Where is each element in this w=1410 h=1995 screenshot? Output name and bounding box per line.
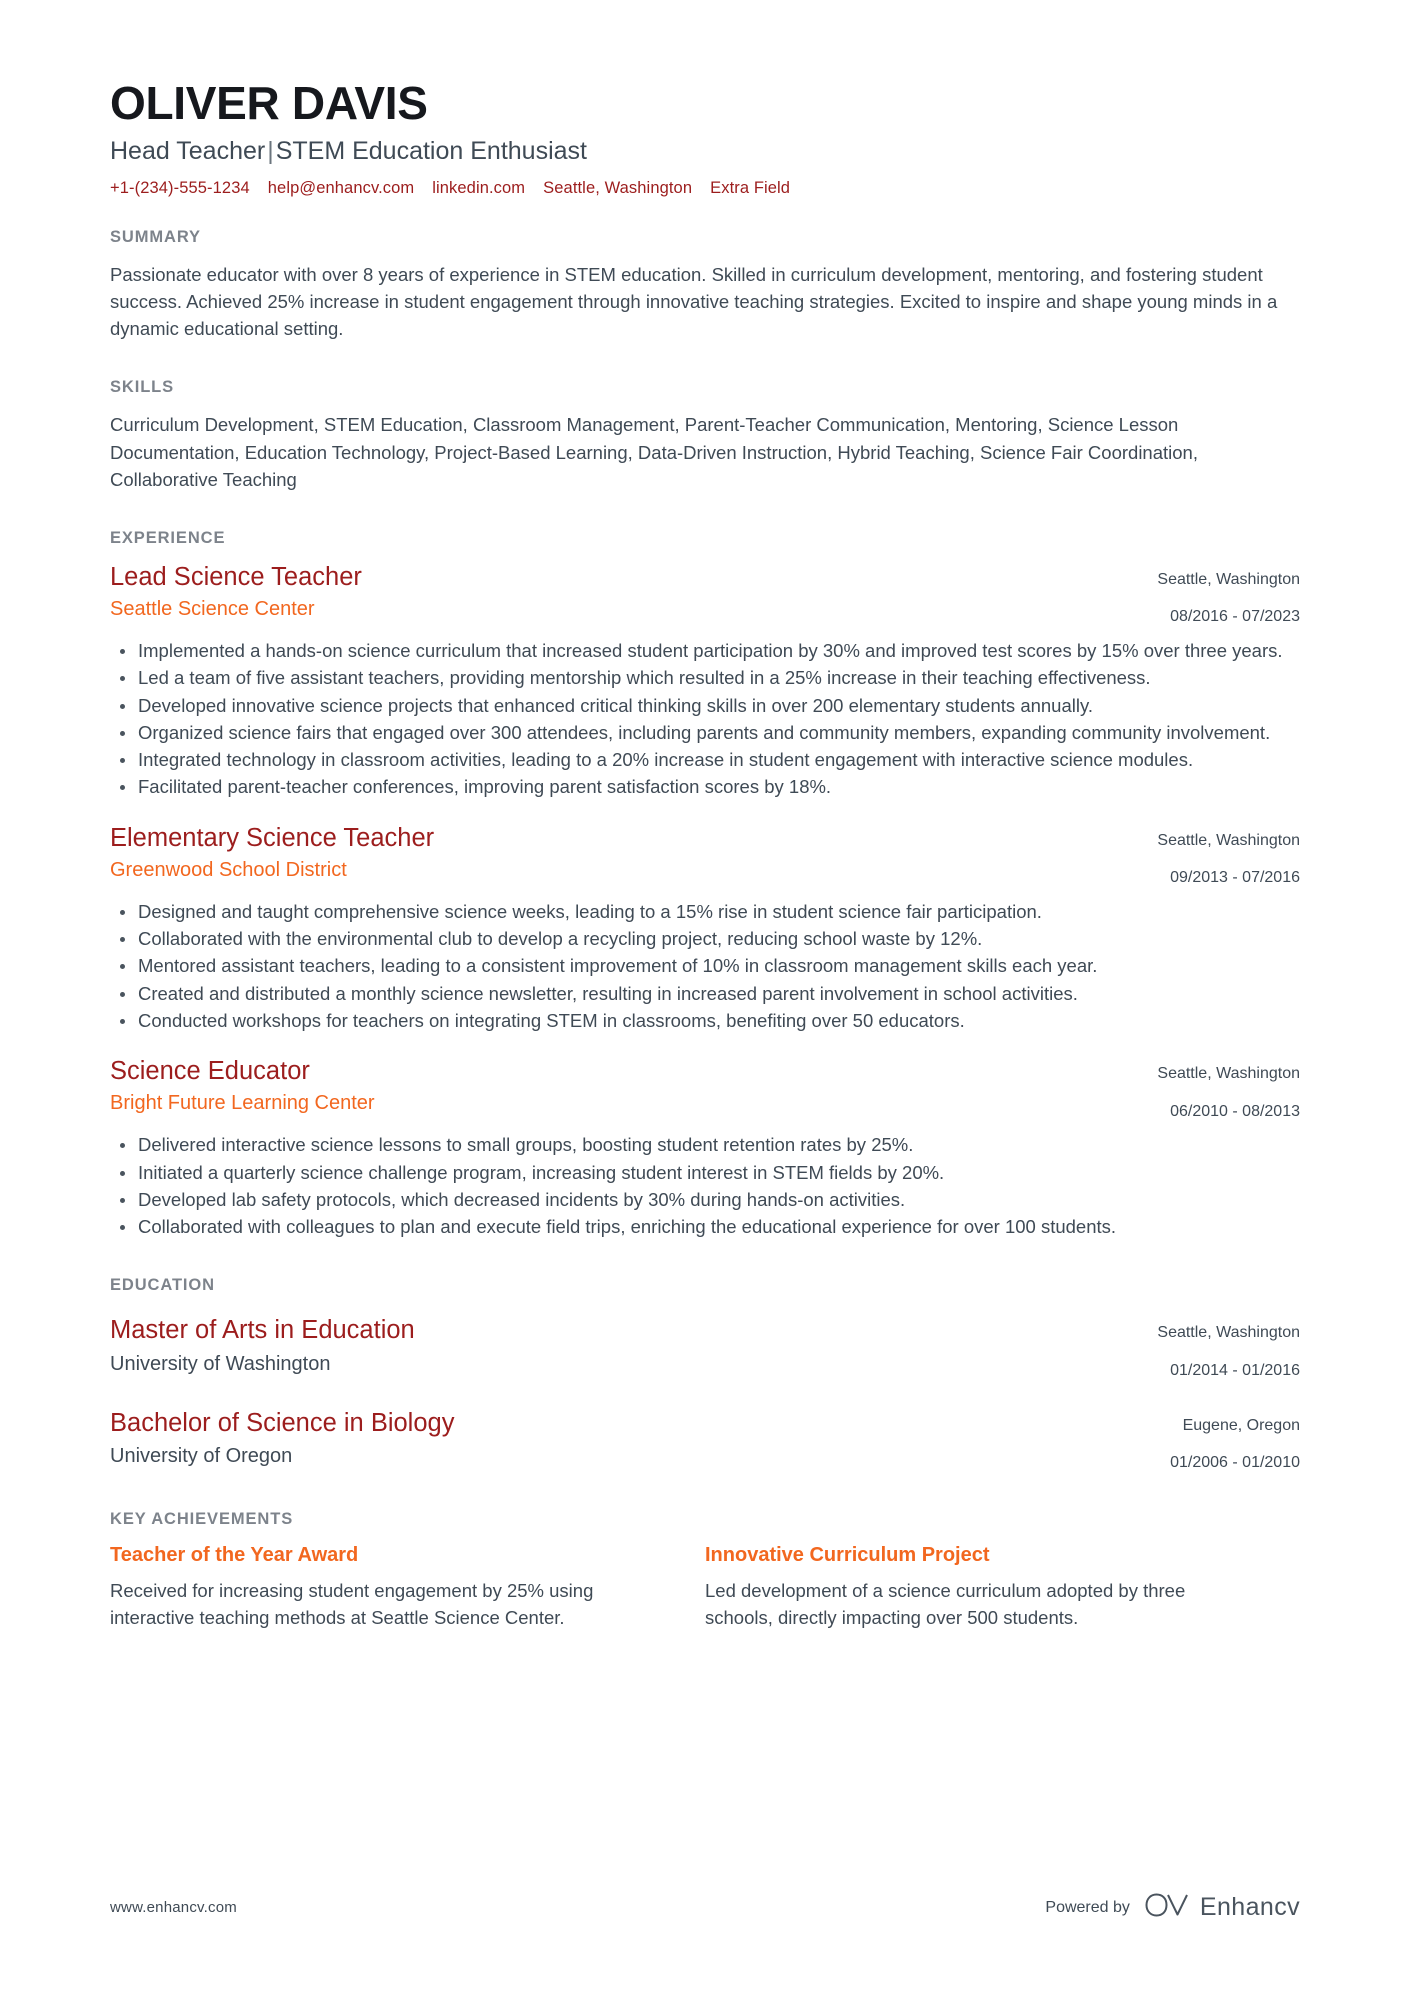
experience-meta (1120, 1056, 1300, 1122)
achievements-section (110, 1510, 1300, 1632)
experience-company: Seattle Science Center (110, 598, 315, 620)
experience-bullets (110, 1132, 1300, 1240)
bullet-item: Led a team of five assistant teachers, providing mentorship which resulted in a 25% increase in their teaching effectiveness. (136, 665, 1300, 691)
contact-location: Seattle, Washington (543, 178, 693, 197)
experience-section-title: EXPERIENCE (110, 528, 226, 547)
experience-meta (1120, 823, 1300, 889)
education-item (110, 1408, 1300, 1474)
bullet-item: Collaborated with colleagues to plan and execute field trips, enriching the educational experience for over 100 students. (136, 1214, 1300, 1240)
experience-item (110, 562, 1300, 801)
experience-bullets (110, 899, 1300, 1034)
education-location: Seattle, Washington (1157, 1324, 1300, 1342)
experience-dates: 08/2016 - 07/2023 (1170, 608, 1300, 626)
contact-email[interactable]: help@enhancv.com (267, 178, 415, 197)
bullet-item: Implemented a hands-on science curriculum that increased student participation by 30% and improved test scores by 15% over three years. (136, 638, 1300, 664)
achievement-description: Received for increasing student engagement by 25% using interactive teaching methods at Seattle Science Center. (110, 1579, 594, 1628)
candidate-headline (110, 136, 1300, 167)
enhancv-brand-name: Enhancv (1199, 1893, 1300, 1921)
bullet-item: Developed lab safety protocols, which decreased incidents by 30% during hands-on activities. (136, 1187, 1300, 1213)
education-section-title: EDUCATION (110, 1276, 215, 1295)
bullet-item: Developed innovative science projects that enhanced critical thinking skills in over 200 elementary students annually. (136, 693, 1300, 719)
education-item-heading (110, 1408, 1120, 1469)
experience-bullets (110, 638, 1300, 801)
education-item (110, 1315, 1300, 1381)
footer-branding (1045, 1892, 1300, 1923)
achievement-description: Led development of a science curriculum adopted by three schools, directly impacting over 500 students. (705, 1579, 1186, 1628)
education-dates: 01/2014 - 01/2016 (1170, 1362, 1300, 1380)
candidate-name: OLIVER DAVIS (110, 77, 428, 129)
education-meta (1120, 1315, 1300, 1381)
bullet-item: Created and distributed a monthly science newsletter, resulting in increased parent involvement in school activities. (136, 981, 1300, 1007)
experience-dates: 06/2010 - 08/2013 (1170, 1102, 1300, 1120)
enhancv-logo-icon (1144, 1892, 1190, 1923)
achievement-title: Innovative Curriculum Project (705, 1543, 990, 1566)
experience-company: Greenwood School District (110, 858, 347, 881)
powered-by-label: Powered by (1045, 1898, 1130, 1916)
headline-tagline: STEM Education Enthusiast (275, 136, 587, 165)
achievements-section-title: KEY ACHIEVEMENTS (110, 1509, 294, 1528)
education-dates: 01/2006 - 01/2010 (1170, 1454, 1300, 1472)
resume-header (110, 78, 1300, 198)
education-degree: Master of Arts in Education (110, 1316, 415, 1345)
bullet-item: Mentored assistant teachers, leading to a consistent improvement of 10% in classroom management skills each year. (136, 953, 1300, 979)
contact-extra-field: Extra Field (710, 178, 791, 197)
bullet-item: Facilitated parent-teacher conferences, improving parent satisfaction scores by 18%. (136, 774, 1300, 800)
contact-phone[interactable]: +1-(234)-555-1234 (110, 178, 250, 197)
bullet-item: Collaborated with the environmental club to develop a recycling project, reducing school waste by 12%. (136, 926, 1300, 952)
experience-role: Science Educator (110, 1057, 310, 1086)
experience-company: Bright Future Learning Center (110, 1092, 375, 1115)
education-section (110, 1276, 1300, 1473)
experience-role: Lead Science Teacher (110, 562, 362, 591)
contact-row (110, 179, 1300, 198)
experience-meta (1120, 562, 1300, 628)
achievements-grid (110, 1543, 1300, 1632)
footer-website-url[interactable]: www.enhancv.com (110, 1899, 237, 1916)
education-school: University of Washington (110, 1352, 331, 1375)
education-school: University of Oregon (110, 1444, 293, 1467)
achievement-item (110, 1543, 705, 1632)
bullet-item: Delivered interactive science lessons to small groups, boosting student retention rates by 25%. (136, 1132, 1300, 1158)
bullet-item: Designed and taught comprehensive science weeks, leading to a 15% rise in student science fair participation. (136, 899, 1300, 925)
experience-role: Elementary Science Teacher (110, 823, 435, 852)
summary-text: Passionate educator with over 8 years of experience in STEM education. Skilled in curriculum development, mentoring, and fostering student success. Achieved 25% increase in student engagement through innovative teaching strategies. Excited to inspire and shape young minds in a dynamic educational setting. (110, 263, 1278, 340)
summary-section (110, 228, 1300, 343)
contact-linkedin[interactable]: linkedin.com (432, 178, 526, 197)
bullet-item: Initiated a quarterly science challenge program, increasing student interest in STEM fields by 20%. (136, 1160, 1300, 1186)
experience-dates: 09/2013 - 07/2016 (1170, 869, 1300, 887)
skills-section (110, 378, 1300, 493)
education-item-heading (110, 1315, 1120, 1376)
resume-footer (110, 1892, 1300, 1923)
achievement-item (705, 1543, 1300, 1632)
bullet-item: Conducted workshops for teachers on integrating STEM in classrooms, benefiting over 50 educators. (136, 1008, 1300, 1034)
education-degree: Bachelor of Science in Biology (110, 1408, 455, 1437)
experience-location: Seattle, Washington (1157, 831, 1300, 849)
bullet-item: Integrated technology in classroom activities, leading to a 20% increase in student engagement with interactive science modules. (136, 747, 1300, 773)
headline-divider: | (267, 136, 274, 165)
enhancv-brand (1144, 1892, 1300, 1923)
experience-item (110, 1056, 1300, 1240)
skills-section-title: SKILLS (110, 378, 175, 397)
experience-item-heading (110, 1056, 1120, 1116)
summary-section-title: SUMMARY (110, 227, 201, 246)
achievement-title: Teacher of the Year Award (110, 1543, 359, 1566)
skills-text: Curriculum Development, STEM Education, Classroom Management, Parent-Teacher Communication, Mentoring, Science Lesson Documentation, Education Technology, Project-Based Learning, Data-Driven Instruction, Hybrid Teaching, Science Fair Coordination, Collaborative Teaching (110, 414, 1198, 490)
experience-item-heading (110, 562, 1120, 622)
education-meta (1120, 1408, 1300, 1474)
education-location: Eugene, Oregon (1182, 1416, 1300, 1434)
headline-role: Head Teacher (110, 136, 266, 165)
experience-location: Seattle, Washington (1157, 1065, 1300, 1083)
bullet-item: Organized science fairs that engaged over 300 attendees, including parents and community members, expanding community involvement. (136, 720, 1300, 746)
experience-item-heading (110, 823, 1120, 883)
experience-section (110, 529, 1300, 1241)
experience-item (110, 823, 1300, 1035)
experience-location: Seattle, Washington (1157, 570, 1300, 588)
